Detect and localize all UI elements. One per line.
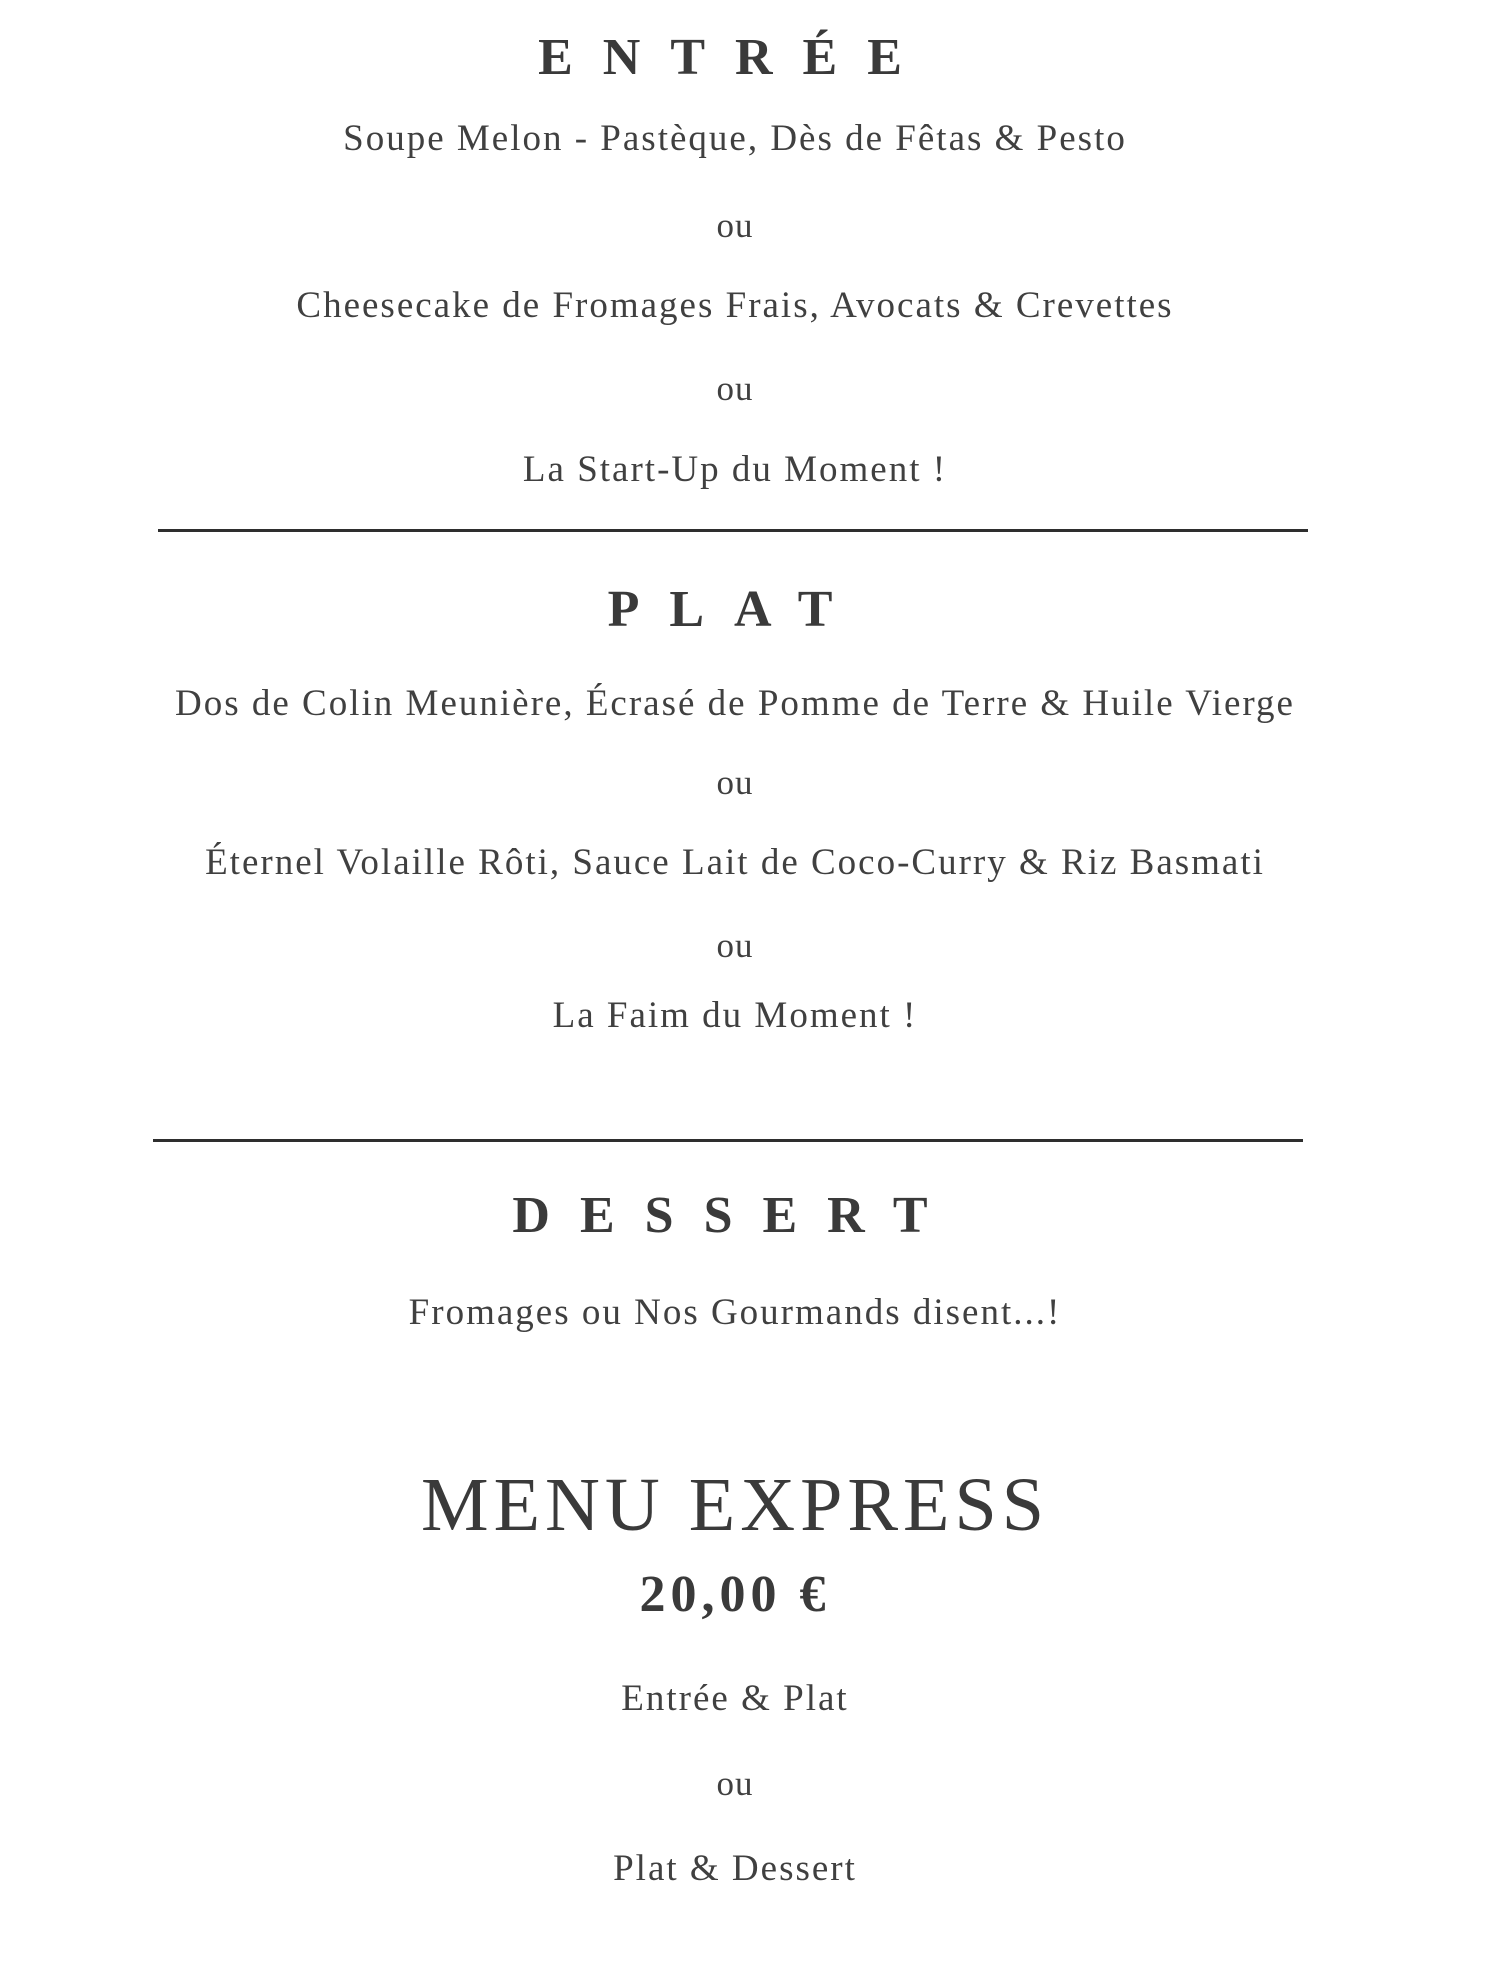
entree-heading: ENTRÉE: [538, 29, 932, 86]
menu-express-or: ou: [716, 1764, 754, 1803]
menu-express-title: MENU EXPRESS: [421, 1463, 1049, 1547]
entree-or-2: ou: [716, 369, 754, 408]
plat-or-2: ou: [716, 926, 754, 965]
plat-heading: PLAT: [607, 581, 863, 638]
plat-or-1: ou: [716, 763, 754, 802]
dessert-item: Fromages ou Nos Gourmands disent...!: [408, 1292, 1062, 1333]
entree-item-startup: La Start-Up du Moment !: [522, 449, 948, 490]
entree-or-1: ou: [716, 206, 754, 245]
plat-item-faim: La Faim du Moment !: [552, 995, 918, 1036]
dessert-heading: DESSERT: [512, 1187, 958, 1244]
section-divider: [153, 1139, 1303, 1142]
entree-item-cheesecake: Cheesecake de Fromages Frais, Avocats & Crevettes: [296, 285, 1174, 326]
plat-item-colin: Dos de Colin Meunière, Écrasé de Pomme de Terre & Huile Vierge: [175, 683, 1295, 724]
menu-express-option-entree-plat: Entrée & Plat: [621, 1678, 849, 1719]
section-divider: [158, 529, 1308, 532]
menu-express-option-plat-dessert: Plat & Dessert: [613, 1848, 857, 1889]
entree-item-soupe: Soupe Melon - Pastèque, Dès de Fêtas & Pesto: [343, 118, 1127, 159]
plat-item-volaille: Éternel Volaille Rôti, Sauce Lait de Coco-Curry & Riz Basmati: [205, 842, 1265, 883]
menu-express-price: 20,00 €: [639, 1566, 831, 1623]
